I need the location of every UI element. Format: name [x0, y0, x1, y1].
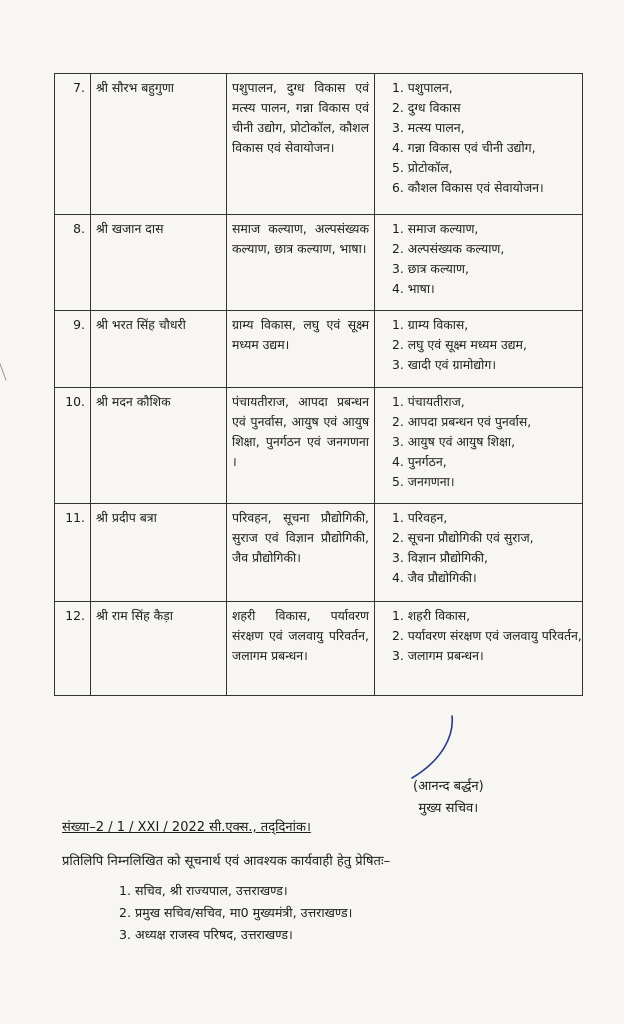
- department-list: [380, 606, 582, 666]
- signature-stroke: [404, 714, 464, 784]
- list-item: 3. छात्र कल्याण,: [392, 261, 469, 276]
- serial-number: 11.: [55, 504, 91, 602]
- list-item: 3. जलागम प्रबन्धन।: [392, 648, 484, 663]
- serial-number: 9.: [55, 311, 91, 388]
- list-item: 2. आपदा प्रबन्धन एवं पुनर्वास,: [392, 414, 532, 429]
- minister-name: श्री राम सिंह कैड़ा: [91, 602, 227, 696]
- list-item: 1. परिवहन,: [392, 510, 448, 525]
- serial-number: 10.: [55, 388, 91, 504]
- serial-number: 8.: [55, 215, 91, 311]
- recipient-list: [119, 880, 352, 946]
- table-row: [55, 311, 583, 388]
- list-item: 2. प्रमुख सचिव/सचिव, मा0 मुख्यमंत्री, उत्तराखण्ड।: [119, 905, 353, 920]
- list-item: 4. जैव प्रौद्योगिकी।: [392, 570, 477, 585]
- list-item: 2. दुग्ध विकास: [392, 100, 461, 115]
- department-list-cell: [375, 388, 583, 504]
- department-list-cell: [375, 311, 583, 388]
- list-item: 1. सचिव, श्री राज्यपाल, उत्तराखण्ड।: [119, 883, 288, 898]
- list-item: 2. सूचना प्रौद्योगिकी एवं सुराज,: [392, 530, 534, 545]
- department-list: [380, 315, 577, 375]
- serial-number: 7.: [55, 74, 91, 215]
- department-text: ग्राम्य विकास, लघु एवं सूक्ष्म मध्यम उद्यम।: [227, 311, 375, 388]
- department-list-cell: [375, 215, 583, 311]
- department-list-cell: [375, 602, 583, 696]
- margin-mark: [0, 359, 12, 380]
- signatory-block: [413, 776, 484, 820]
- list-item: 4. पुनर्गठन,: [392, 454, 447, 469]
- list-item: 3. मत्स्य पालन,: [392, 120, 465, 135]
- table-row: [55, 74, 583, 215]
- list-item: 3. खादी एवं ग्रामोद्योग।: [392, 357, 497, 372]
- department-list: [380, 78, 577, 198]
- copy-forwarding-text: प्रतिलिपि निम्नलिखित को सूचनार्थ एवं आवश्यक कार्यवाही हेतु प्रेषितः–: [62, 854, 391, 869]
- department-allocation-table: [54, 73, 583, 696]
- department-list-cell: [375, 504, 583, 602]
- list-item: 1. ग्राम्य विकास,: [392, 317, 469, 332]
- department-list: [380, 392, 577, 492]
- list-item: 3. आयुष एवं आयुष शिक्षा,: [392, 434, 516, 449]
- department-text: पशुपालन, दुग्ध विकास एवं मत्स्य पालन, गन्ना विकास एवं चीनी उद्योग, प्रोटोकॉल, कौशल विकास एवं सेवायोजन।: [227, 74, 375, 215]
- signatory-designation: मुख्य सचिव।: [418, 801, 479, 816]
- minister-name: श्री खजान दास: [91, 215, 227, 311]
- department-list: [380, 219, 577, 299]
- department-text: परिवहन, सूचना प्रौद्योगिकी, सुराज एवं विज्ञान प्रौद्योगिकी, जैव प्रौद्योगिकी।: [227, 504, 375, 602]
- list-item: 5. जनगणना।: [392, 474, 455, 489]
- list-item: 2. लघु एवं सूक्ष्म मध्यम उद्यम,: [392, 337, 527, 352]
- department-text: समाज कल्याण, अल्पसंख्यक कल्याण, छात्र कल्याण, भाषा।: [227, 215, 375, 311]
- list-item: 3. विज्ञान प्रौद्योगिकी,: [392, 550, 488, 565]
- signatory-name: (आनन्द बर्द्धन): [413, 779, 484, 794]
- list-item: 2. अल्पसंख्यक कल्याण,: [392, 241, 505, 256]
- list-item: 2. पर्यावरण संरक्षण एवं जलवायु परिवर्तन,: [392, 628, 582, 643]
- list-item: 1. समाज कल्याण,: [392, 221, 479, 236]
- serial-number: 12.: [55, 602, 91, 696]
- list-item: 1. शहरी विकास,: [392, 608, 471, 623]
- minister-name: श्री प्रदीप बत्रा: [91, 504, 227, 602]
- list-item: 1. पशुपालन,: [392, 80, 453, 95]
- minister-name: श्री भरत सिंह चौधरी: [91, 311, 227, 388]
- department-text: शहरी विकास, पर्यावरण संरक्षण एवं जलवायु परिवर्तन, जलागम प्रबन्धन।: [227, 602, 375, 696]
- minister-name: श्री मदन कौशिक: [91, 388, 227, 504]
- minister-name: श्री सौरभ बहुगुणा: [91, 74, 227, 215]
- list-item: 5. प्रोटोकॉल,: [392, 160, 453, 175]
- list-item: 4. भाषा।: [392, 281, 435, 296]
- reference-number: संख्या–2 / 1 / XXI / 2022 सी.एक्स., तद्‌दिनांक।: [62, 820, 311, 835]
- table-row: [55, 215, 583, 311]
- department-text: पंचायतीराज, आपदा प्रबन्धन एवं पुनर्वास, आयुष एवं आयुष शिक्षा, पुनर्गठन एवं जनगणना ।: [227, 388, 375, 504]
- table-row: [55, 388, 583, 504]
- table-row: [55, 602, 583, 696]
- table-row: [55, 504, 583, 602]
- department-list: [380, 508, 577, 588]
- list-item: 4. गन्ना विकास एवं चीनी उद्योग,: [392, 140, 536, 155]
- list-item: 3. अध्यक्ष राजस्व परिषद, उत्तराखण्ड।: [119, 927, 293, 942]
- list-item: 6. कौशल विकास एवं सेवायोजन।: [392, 180, 544, 195]
- department-list-cell: [375, 74, 583, 215]
- list-item: 1. पंचायतीराज,: [392, 394, 465, 409]
